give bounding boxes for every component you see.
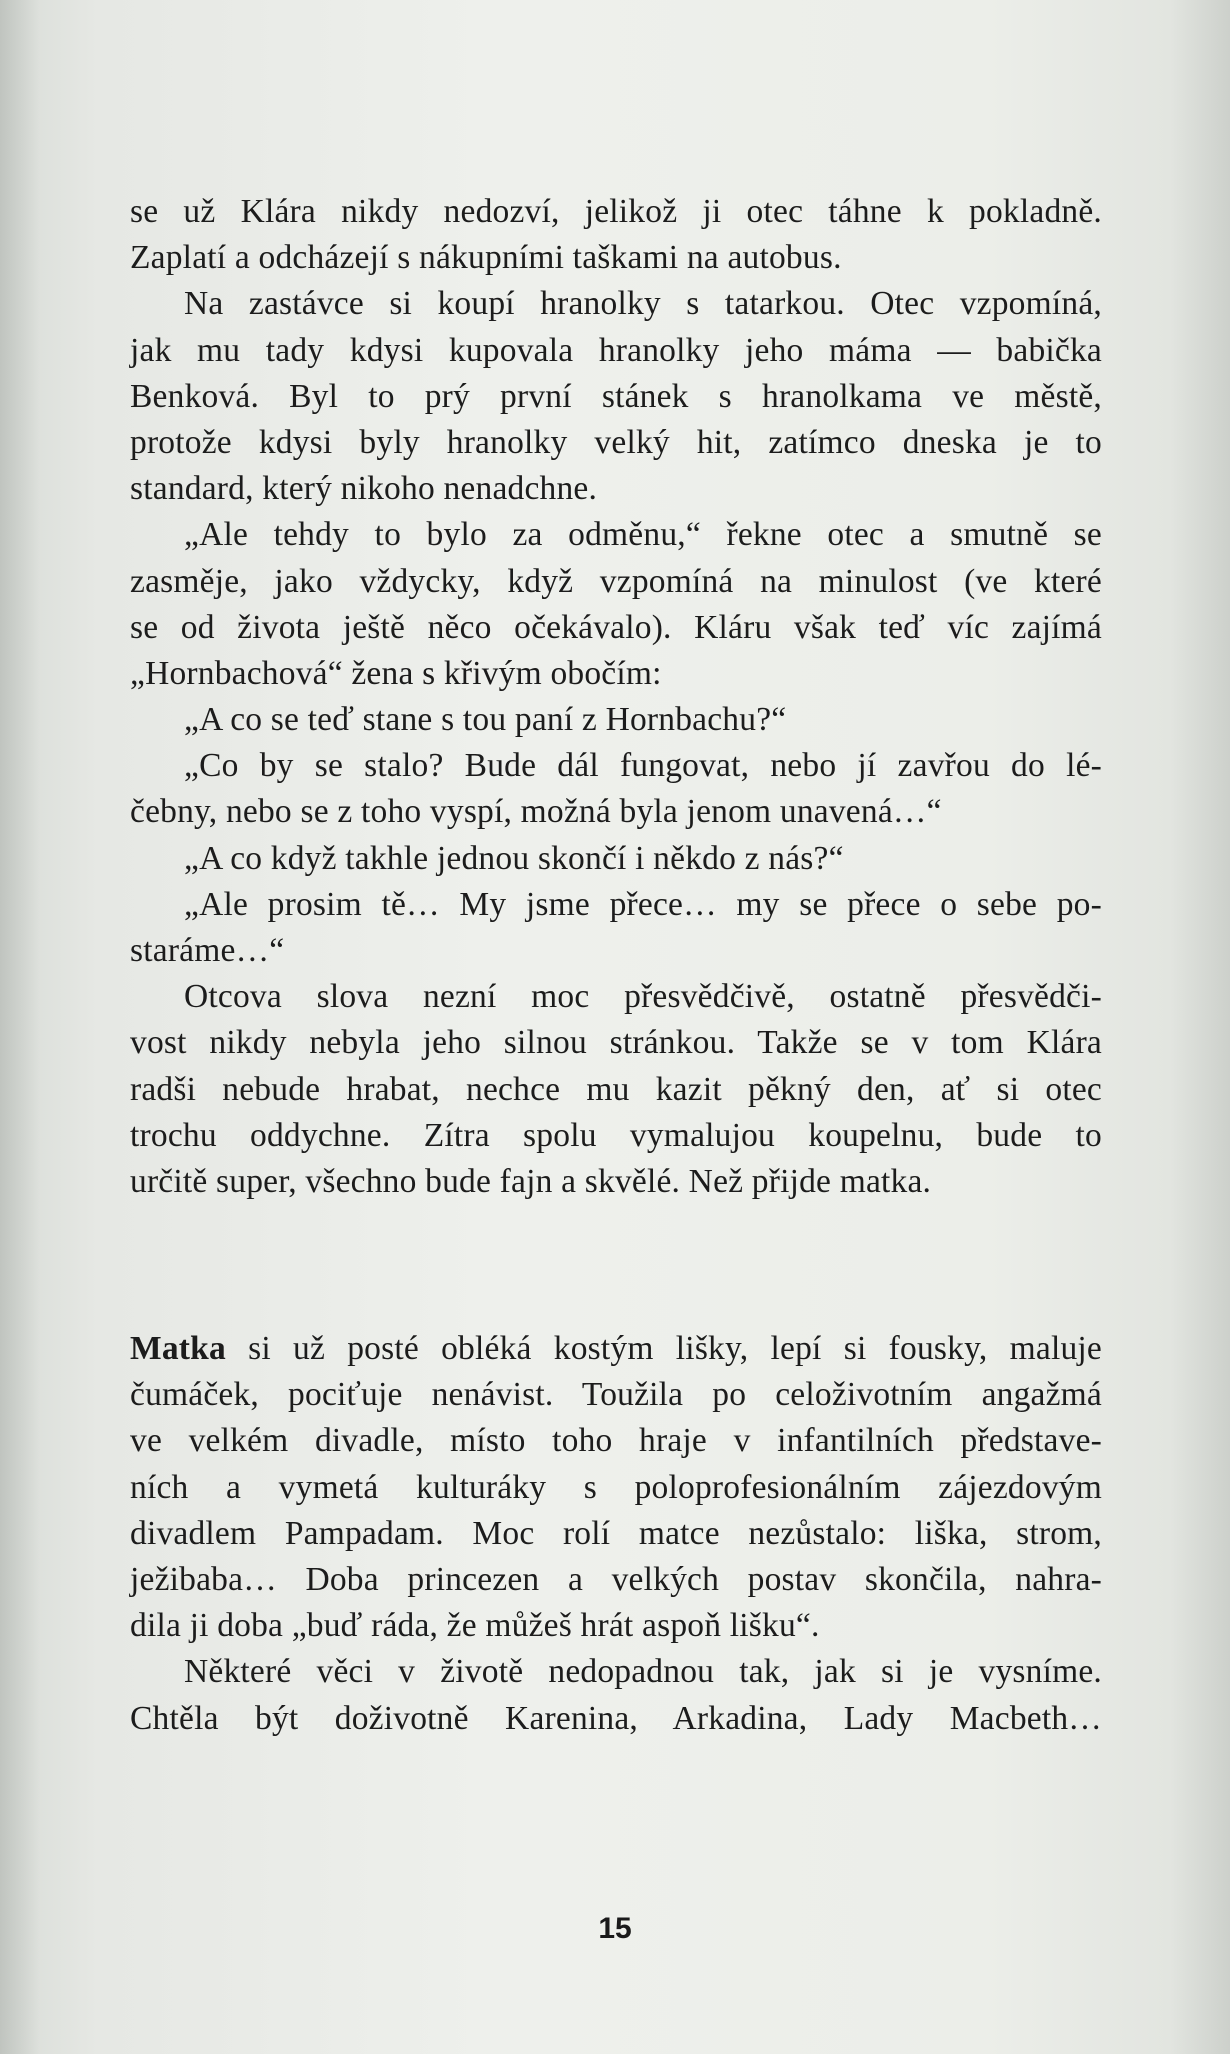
text-line: určitě super, všechno bude fajn a skvělé. Než přijde matka. xyxy=(130,1162,932,1200)
text-line: trochu oddychne. Zítra spolu vymalujou koupelnu, bude to xyxy=(130,1116,1102,1154)
text-line: jak mu tady kdysi kupovala hranolky jeho máma — babička xyxy=(130,331,1102,369)
text-line: Na zastávce si koupí hranolky s tatarkou. Otec vzpomíná, xyxy=(184,285,1102,323)
text-line: „Hornbachová“ žena s křivým obočím: xyxy=(130,654,662,692)
page-shadow-left xyxy=(0,0,40,2054)
text-line: standard, který nikoho nenadchne. xyxy=(130,470,598,508)
text-line: čumáček, pociťuje nenávist. Toužila po celoživotním angažmá xyxy=(130,1376,1102,1414)
text-line: zasměje, jako vždycky, když vzpomíná na minulost (ve které xyxy=(130,562,1102,600)
text-line xyxy=(130,1326,1102,1372)
text-line: radši nebude hrabat, nechce mu kazit pěkný den, ať si otec xyxy=(130,1070,1102,1108)
text-line: se už Klára nikdy nedozví, jelikož ji otec táhne k pokladně. xyxy=(130,193,1102,230)
text-line: Benková. Byl to prý první stánek s hranolkama ve městě, xyxy=(130,377,1102,415)
text-line-rest: si už posté obléká kostým lišky, lepí si fousky, maluje xyxy=(225,1330,1102,1367)
text-line: ve velkém divadle, místo toho hraje v infantilních představe- xyxy=(130,1422,1102,1460)
text-line: „Co by se stalo? Bude dál fungovat, nebo jí zavřou do lé- xyxy=(184,747,1102,785)
section-lead-word: Matka xyxy=(130,1330,226,1367)
text-line: staráme…“ xyxy=(130,932,285,969)
text-line: ních a vymetá kulturáky s poloprofesionálním zájezdovým xyxy=(130,1468,1102,1506)
text-line: Otcova slova nezní moc přesvědčivě, ostatně přesvědči- xyxy=(184,978,1102,1016)
text-line: vost nikdy nebyla jeho silnou stránkou. Takže se v tom Klára xyxy=(130,1024,1102,1062)
text-line: „Ale prosim tě… My jsme přece… my se přece o sebe po- xyxy=(184,885,1102,923)
text-section-2 xyxy=(130,1326,1102,1742)
page-number: 15 xyxy=(598,1912,632,1945)
text-line: čebny, nebo se z toho vyspí, možná byla jenom unavená…“ xyxy=(130,793,942,831)
text-line: Zaplatí a odcházejí s nákupními taškami na autobus. xyxy=(130,239,842,277)
text-line: divadlem Pampadam. Moc rolí matce nezůstalo: liška, strom, xyxy=(130,1514,1102,1552)
text-line: ježibaba… Doba princezen a velkých postav skončila, nahra- xyxy=(130,1560,1102,1598)
page-shadow-right xyxy=(1170,0,1230,2054)
text-line: dila ji doba „buď ráda, že můžeš hrát aspoň lišku“. xyxy=(130,1607,820,1645)
text-line: „A co když takhle jednou skončí i někdo z nás?“ xyxy=(184,839,844,877)
text-line: protože kdysi byly hranolky velký hit, zatímco dneska je to xyxy=(130,423,1102,461)
text-line: „Ale tehdy to bylo za odměnu,“ řekne otec a smutně se xyxy=(184,516,1102,554)
text-line: Některé věci v životě nedopadnou tak, jak si je vysníme. xyxy=(184,1653,1102,1691)
text-line: Chtěla být doživotně Karenina, Arkadina, Lady Macbeth… xyxy=(130,1699,1102,1737)
text-line: se od života ještě něco očekávalo). Kláru však teď víc zajímá xyxy=(130,608,1102,646)
text-section-1 xyxy=(130,189,1102,1205)
text-line: „A co se teď stane s tou paní z Hornbachu?“ xyxy=(184,701,787,739)
